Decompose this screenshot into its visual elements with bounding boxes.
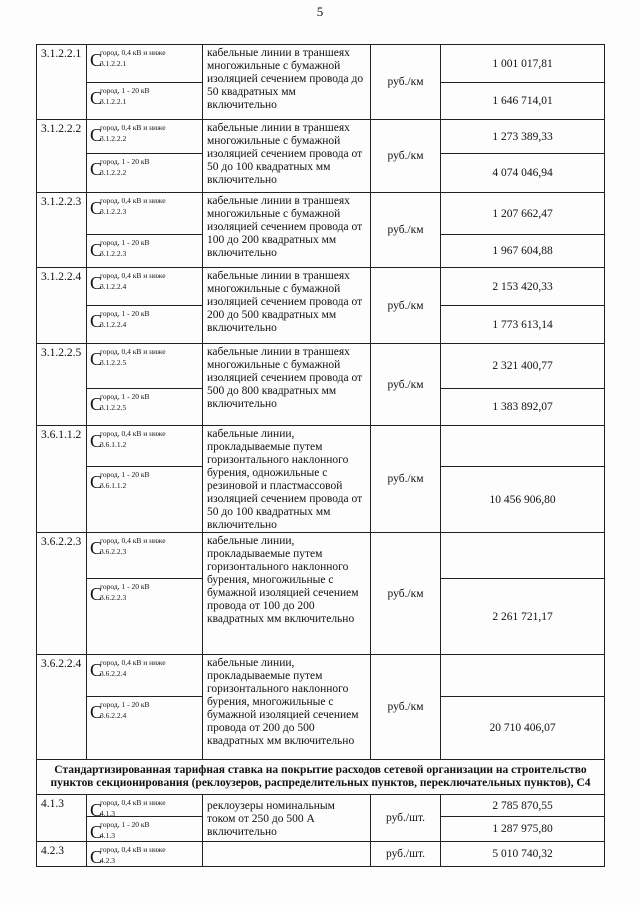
rate-symbol [87, 83, 202, 119]
value-text: 2 785 870,55 [492, 799, 553, 812]
rate-voltage-label: город, 0,4 кВ и ниже [100, 123, 166, 132]
section-header-row [37, 760, 605, 795]
rate-symbol [87, 268, 202, 305]
description-line: многожильные с бумажной [207, 359, 341, 371]
item-unit [371, 655, 441, 760]
description-line: изоляцией сечением провода от [207, 221, 363, 233]
rate-cell-mid [87, 154, 203, 193]
description-line: кабельные линии, [207, 657, 295, 669]
description-line: изоляцией сечением провода от [207, 372, 363, 384]
rate-cell-mid [87, 697, 203, 760]
rate-code-subscript: 4.1.3 [100, 809, 115, 817]
unit-text: руб./км [387, 76, 424, 88]
description-line: бурения, многожильные с [207, 574, 334, 586]
rate-letter: C [90, 394, 103, 414]
rate-cell-mid [87, 83, 203, 120]
rate-letter: C [90, 431, 103, 451]
value-text: 1 646 714,01 [492, 95, 553, 107]
value-text: 5 010 740,32 [492, 848, 553, 860]
description-line: кабельные линии в траншеях [207, 195, 350, 207]
rate-letter: C [90, 584, 103, 604]
description-line: прокладываемые путем [207, 548, 323, 560]
rate-code-subscript: 3.1.2.2.4 [100, 320, 127, 329]
item-code-text: 3.6.2.2.3 [41, 536, 82, 548]
item-description [203, 268, 371, 344]
item-description [203, 655, 371, 760]
rate-code-subscript: 3.1.2.2.1 [100, 97, 127, 106]
value-low-voltage [441, 120, 605, 154]
description-line: изоляцией сечением провода до [207, 73, 364, 85]
description-line: 50 квадратных мм [207, 86, 296, 98]
rate-symbol [87, 467, 202, 531]
rate-symbol [87, 655, 202, 696]
table-row [37, 842, 605, 867]
rate-code-subscript: 3.6.1.1.2 [100, 481, 127, 491]
value-low-voltage [441, 842, 605, 867]
unit-text: руб./км [387, 299, 424, 312]
item-code-text: 3.1.2.2.4 [41, 271, 82, 283]
table-row [37, 344, 605, 389]
rate-symbol [87, 306, 202, 343]
rate-letter: C [90, 538, 103, 558]
rate-symbol [87, 193, 202, 234]
rate-cell-low [87, 533, 203, 579]
description-line: изоляцией сечением провода от [207, 148, 363, 160]
rate-symbol [87, 154, 202, 192]
tariff-table [36, 44, 605, 867]
item-code [37, 795, 87, 842]
rate-symbol [87, 817, 202, 841]
item-code-text: 4.2.3 [41, 845, 64, 857]
item-code [37, 193, 87, 268]
rate-voltage-label: город, 1 - 20 кВ [100, 238, 150, 247]
page-number: 5 [316, 4, 324, 19]
unit-text: руб./км [387, 701, 424, 713]
rate-code-subscript: 3.1.2.2.4 [100, 282, 127, 291]
description-line: 100 до 200 квадратных мм [207, 234, 337, 246]
rate-symbol [87, 120, 202, 153]
rate-code-subscript: 3.6.1.1.2 [100, 440, 127, 449]
rate-letter: C [90, 847, 103, 867]
description-line: квадратных мм включительно [207, 735, 355, 747]
value-text: 2 153 420,33 [492, 280, 553, 293]
item-description [203, 193, 371, 268]
item-code-text: 3.1.2.2.1 [41, 48, 82, 60]
description-line: горизонтального наклонного [207, 561, 349, 573]
rate-voltage-label: город, 1 - 20 кВ [100, 582, 150, 591]
value-mid-voltage [441, 467, 605, 533]
rate-code-subscript: 3.1.2.2.5 [100, 358, 127, 367]
description-line: многожильные с бумажной [207, 60, 341, 72]
rate-cell-low [87, 193, 203, 235]
value-text: 2 261 721,17 [492, 610, 553, 623]
value-low-voltage [441, 795, 605, 817]
description-line: многожильные с бумажной [207, 208, 341, 220]
value-text: 1 967 604,88 [492, 245, 553, 257]
value-text: 1 001 017,81 [492, 57, 553, 70]
rate-letter: C [90, 273, 103, 293]
value-text: 1 773 613,14 [492, 318, 553, 331]
rate-symbol [87, 579, 202, 654]
value-mid-voltage [441, 389, 605, 426]
rate-code-subscript: 3.6.2.2.4 [100, 711, 127, 720]
rate-voltage-label: город, 0,4 кВ и ниже [100, 429, 166, 438]
rate-voltage-label: город, 0,4 кВ и ниже [100, 845, 166, 854]
rate-cell-low [87, 655, 203, 697]
rate-code-subscript: 3.1.2.2.3 [100, 207, 127, 216]
value-low-voltage [441, 193, 605, 235]
description-line: включительно [207, 99, 277, 111]
rate-code-subscript: 4.1.3 [100, 831, 115, 840]
rate-cell-low [87, 268, 203, 306]
rate-voltage-label: город, 1 - 20 кВ [100, 392, 150, 401]
rate-symbol [87, 45, 202, 82]
item-unit [371, 842, 441, 867]
rate-letter: C [90, 349, 103, 369]
description-line: кабельные линии в траншеях [207, 346, 350, 358]
description-line: прокладываемые путем [207, 441, 323, 453]
rate-cell-mid [87, 579, 203, 655]
rate-voltage-label: город, 1 - 20 кВ [100, 157, 150, 166]
item-unit [371, 45, 441, 120]
rate-cell-mid [87, 817, 203, 842]
description-line: 50 до 100 квадратных мм [207, 161, 331, 173]
rate-cell-mid [87, 467, 203, 533]
description-line: горизонтального наклонного [207, 683, 349, 695]
description-line: провода от 200 до 500 [207, 722, 315, 734]
item-description [203, 45, 371, 120]
item-code-text: 3.1.2.2.3 [41, 196, 82, 208]
item-description [203, 120, 371, 193]
description-line: прокладываемые путем [207, 670, 323, 682]
rate-voltage-label: город, 0,4 кВ и ниже [100, 196, 166, 205]
value-text: 10 456 906,80 [489, 493, 556, 506]
value-mid-voltage [441, 154, 605, 193]
rate-letter: C [90, 311, 103, 331]
description-line: горизонтального наклонного [207, 454, 349, 466]
item-unit [371, 795, 441, 842]
rate-letter: C [90, 88, 103, 108]
value-mid-voltage [441, 817, 605, 842]
item-code [37, 842, 87, 867]
description-line: кабельные линии, [207, 428, 295, 440]
value-text: 1 273 389,33 [492, 130, 553, 143]
unit-text: руб./км [387, 378, 424, 391]
value-low-voltage [441, 268, 605, 306]
item-unit [371, 193, 441, 268]
item-unit [371, 426, 441, 533]
description-line: 200 до 500 квадратных мм [207, 309, 337, 321]
rate-code-subscript: 3.6.2.2.3 [100, 547, 127, 556]
rate-voltage-label: город, 0,4 кВ и ниже [100, 658, 166, 667]
rate-letter: C [90, 125, 103, 145]
rate-voltage-label: город, 0,4 кВ и ниже [100, 48, 166, 57]
rate-code-subscript: 3.1.2.2.2 [100, 168, 127, 177]
rate-symbol [87, 795, 202, 816]
description-line: квадратных мм включительно [207, 613, 355, 625]
item-description [203, 426, 371, 533]
rate-symbol [87, 389, 202, 425]
description-line: бурения, многожильные с [207, 696, 334, 708]
description-line: включительно [207, 322, 277, 334]
unit-text: руб./км [387, 150, 424, 162]
unit-text: руб./шт. [385, 848, 425, 860]
rate-cell-mid [87, 235, 203, 268]
rate-symbol [87, 533, 202, 578]
rate-voltage-label: город, 1 - 20 кВ [100, 470, 150, 480]
rate-letter: C [90, 702, 103, 722]
rate-code-subscript: 3.1.2.2.5 [100, 403, 127, 412]
rate-voltage-label: город, 1 - 20 кВ [100, 700, 150, 709]
rate-voltage-label: город, 1 - 20 кВ [100, 86, 150, 95]
description-line: 50 до 100 квадратных мм [207, 506, 331, 518]
item-code [37, 344, 87, 426]
rate-letter: C [90, 660, 103, 680]
rate-cell-mid [87, 389, 203, 426]
description-line: бумажной изоляцией сечением [207, 587, 359, 599]
item-description [203, 533, 371, 655]
rate-voltage-label: город, 0,4 кВ и ниже [100, 271, 166, 280]
value-text: 1 287 975,80 [492, 823, 553, 835]
rate-letter: C [90, 472, 103, 493]
item-code [37, 268, 87, 344]
section-title-line: пунктов секционирования (реклоузеров, распределительных пунктов, переключательных пунктов), С4 [50, 777, 591, 789]
rate-cell-low [87, 426, 203, 467]
rate-code-subscript: 3.6.2.2.4 [100, 669, 127, 678]
value-text: 1 383 892,07 [492, 401, 553, 413]
item-code [37, 533, 87, 655]
rate-code-subscript: 3.1.2.2.2 [100, 134, 127, 143]
value-mid-voltage [441, 83, 605, 120]
item-unit [371, 268, 441, 344]
rate-symbol [87, 842, 202, 866]
item-unit [371, 120, 441, 193]
description-line: резиновой и пластмассовой [207, 480, 343, 492]
table-row [37, 655, 605, 697]
rate-cell-mid [87, 306, 203, 344]
table-row [37, 193, 605, 235]
item-code-text: 3.1.2.2.2 [41, 123, 82, 135]
description-line: бурения, одножильные с [207, 467, 328, 479]
rate-cell-low [87, 344, 203, 389]
description-line: многожильные с бумажной [207, 135, 341, 147]
rate-voltage-label: город, 0,4 кВ и ниже [100, 536, 166, 545]
value-low-voltage [441, 426, 605, 467]
value-low-voltage [441, 45, 605, 83]
description-line: включительно [207, 174, 277, 186]
unit-text: руб./км [387, 224, 424, 236]
value-text: 4 074 046,94 [492, 167, 553, 179]
rate-letter: C [90, 822, 103, 842]
unit-text: руб./км [387, 473, 424, 485]
rate-code-subscript: 3.1.2.2.3 [100, 249, 127, 258]
rate-symbol [87, 697, 202, 759]
section-title [37, 760, 605, 795]
item-unit [371, 533, 441, 655]
rate-letter: C [90, 159, 103, 179]
description-line: кабельные линии в траншеях [207, 122, 350, 134]
rate-code-subscript: 4.2.3 [100, 856, 115, 865]
description-line: кабельные линии, [207, 535, 295, 547]
item-description [203, 795, 371, 842]
rate-symbol [87, 426, 202, 466]
table-row [37, 426, 605, 467]
item-code-text: 3.6.1.1.2 [41, 429, 82, 441]
item-description [203, 842, 371, 867]
description-line: током от 250 до 500 А [207, 812, 315, 825]
rate-symbol [87, 235, 202, 267]
table-row [37, 533, 605, 579]
description-line: многожильные с бумажной [207, 283, 341, 295]
unit-text: руб./км [387, 587, 424, 600]
rate-voltage-label: город, 1 - 20 кВ [100, 309, 150, 318]
description-line: включительно [207, 519, 277, 531]
rate-letter: C [90, 240, 103, 260]
rate-voltage-label: город, 0,4 кВ и ниже [100, 798, 166, 807]
value-mid-voltage [441, 306, 605, 344]
item-code-text: 3.1.2.2.5 [41, 347, 82, 359]
value-mid-voltage [441, 235, 605, 268]
item-code [37, 426, 87, 533]
description-line: включительно [207, 398, 277, 410]
item-description [203, 344, 371, 426]
description-line: изоляцией сечением провода от [207, 493, 363, 505]
value-mid-voltage [441, 579, 605, 655]
item-code [37, 45, 87, 120]
rate-cell-low [87, 795, 203, 817]
item-code-text: 3.6.2.2.4 [41, 658, 82, 670]
rate-voltage-label: город, 1 - 20 кВ [100, 820, 150, 829]
unit-text: руб./шт. [385, 812, 425, 824]
table-row [37, 268, 605, 306]
description-line: бумажной изоляцией сечением [207, 709, 359, 721]
value-low-voltage [441, 533, 605, 579]
value-text: 2 321 400,77 [492, 360, 553, 372]
value-low-voltage [441, 655, 605, 697]
description-line: 500 до 800 квадратных мм [207, 385, 337, 397]
rate-cell-low [87, 45, 203, 83]
value-text: 20 710 406,07 [489, 722, 556, 734]
value-text: 1 207 662,47 [492, 207, 553, 220]
rate-cell-low [87, 842, 203, 867]
value-mid-voltage [441, 697, 605, 760]
rate-voltage-label: город, 0,4 кВ и ниже [100, 347, 166, 356]
description-line: реклоузеры номинальным [207, 799, 335, 812]
rate-symbol [87, 344, 202, 388]
rate-letter: C [90, 800, 103, 817]
rate-cell-low [87, 120, 203, 154]
description-line: кабельные линии в траншеях [207, 47, 350, 59]
rate-code-subscript: 3.1.2.2.1 [100, 59, 127, 68]
rate-letter: C [90, 198, 103, 218]
section-title-line: Стандартизированная тарифная ставка на покрытие расходов сетевой организации на строительство [54, 764, 587, 776]
table-row [37, 120, 605, 154]
item-code [37, 120, 87, 193]
description-line: включительно [207, 825, 277, 838]
table-row [37, 45, 605, 83]
item-code-text: 4.1.3 [41, 798, 64, 810]
description-line: провода от 100 до 200 [207, 600, 315, 612]
description-line: включительно [207, 247, 277, 259]
description-line: кабельные линии в траншеях [207, 270, 350, 282]
table-row [37, 795, 605, 817]
rate-code-subscript: 3.6.2.2.3 [100, 593, 127, 602]
rate-letter: C [90, 50, 103, 70]
item-unit [371, 344, 441, 426]
value-low-voltage [441, 344, 605, 389]
item-code [37, 655, 87, 760]
description-line: изоляцией сечением провода от [207, 296, 363, 308]
